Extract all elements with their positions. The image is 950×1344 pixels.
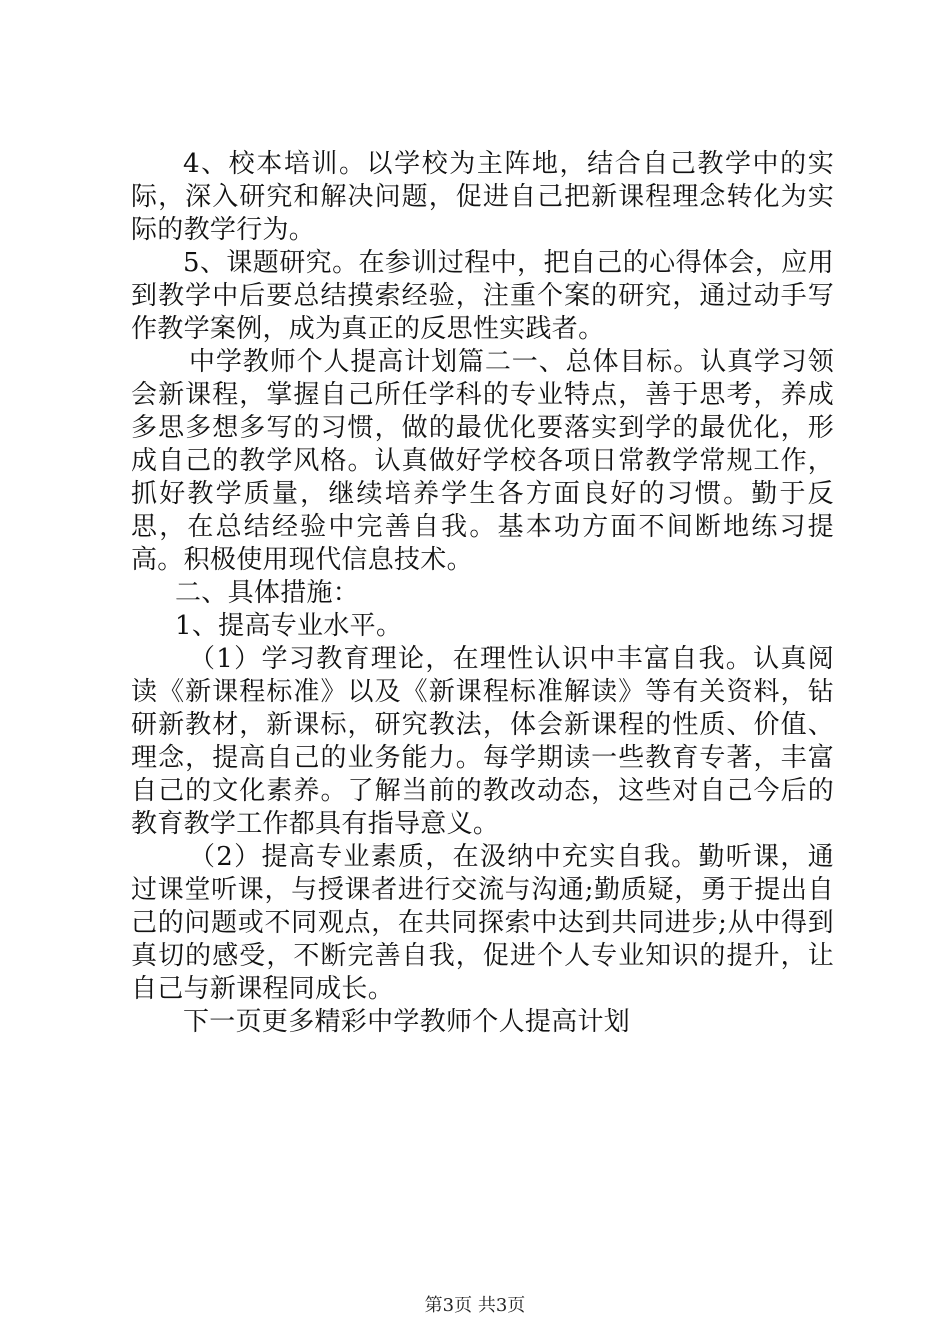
- paragraph-measures-heading: 二、具体措施：: [175, 578, 360, 608]
- paragraph-improve-quality: （2）提高专业素质，在汲纳中充实自我。勤听课，通过课堂听课，与授课者进行交流与沟通;勤质疑，勇于提出自己的问题或不同观点，在共同探索中达到共同进步;从中得到真切的感受，不断完善自我，促进个人专业知识的提升，让自己与新课程同成长。: [131, 842, 834, 1004]
- paragraph-research-topic: 5、课题研究。在参训过程中，把自己的心得体会，应用到教学中后要总结摸索经验，注重个案的研究，通过动手写作教学案例，成为真正的反思性实践者。: [131, 248, 834, 344]
- paragraph-overall-goal: 中学教师个人提高计划篇二一、总体目标。认真学习领会新课程，掌握自己所任学科的专业特点，善于思考，养成多思多想多写的习惯，做的最优化要落实到学的最优化，形成自己的教学风格。认真做好学校各项日常教学常规工作，抓好教学质量，继续培养学生各方面良好的习惯。勤于反思，在总结经验中完善自我。基本功方面不间断地练习提高。积极使用现代信息技术。: [131, 347, 834, 575]
- paragraph-school-training: 4、校本培训。以学校为主阵地，结合自己教学中的实际，深入研究和解决问题，促进自己把新课程理念转化为实际的教学行为。: [131, 149, 834, 245]
- next-page-link[interactable]: 下一页更多精彩中学教师个人提高计划: [183, 1007, 631, 1037]
- paragraph-improve-level: 1、提高专业水平。: [175, 611, 403, 641]
- page-footer: 第3页 共3页: [424, 1295, 526, 1316]
- document-body: [131, 148, 834, 1039]
- paragraph-learn-theory: （1）学习教育理论，在理性认识中丰富自我。认真阅读《新课程标准》以及《新课程标准解读》等有关资料，钻研新教材，新课标，研究教法，体会新课程的性质、价值、理念，提高自己的业务能力。每学期读一些教育专著，丰富自己的文化素养。了解当前的教改动态，这些对自己今后的教育教学工作都具有指导意义。: [131, 644, 834, 839]
